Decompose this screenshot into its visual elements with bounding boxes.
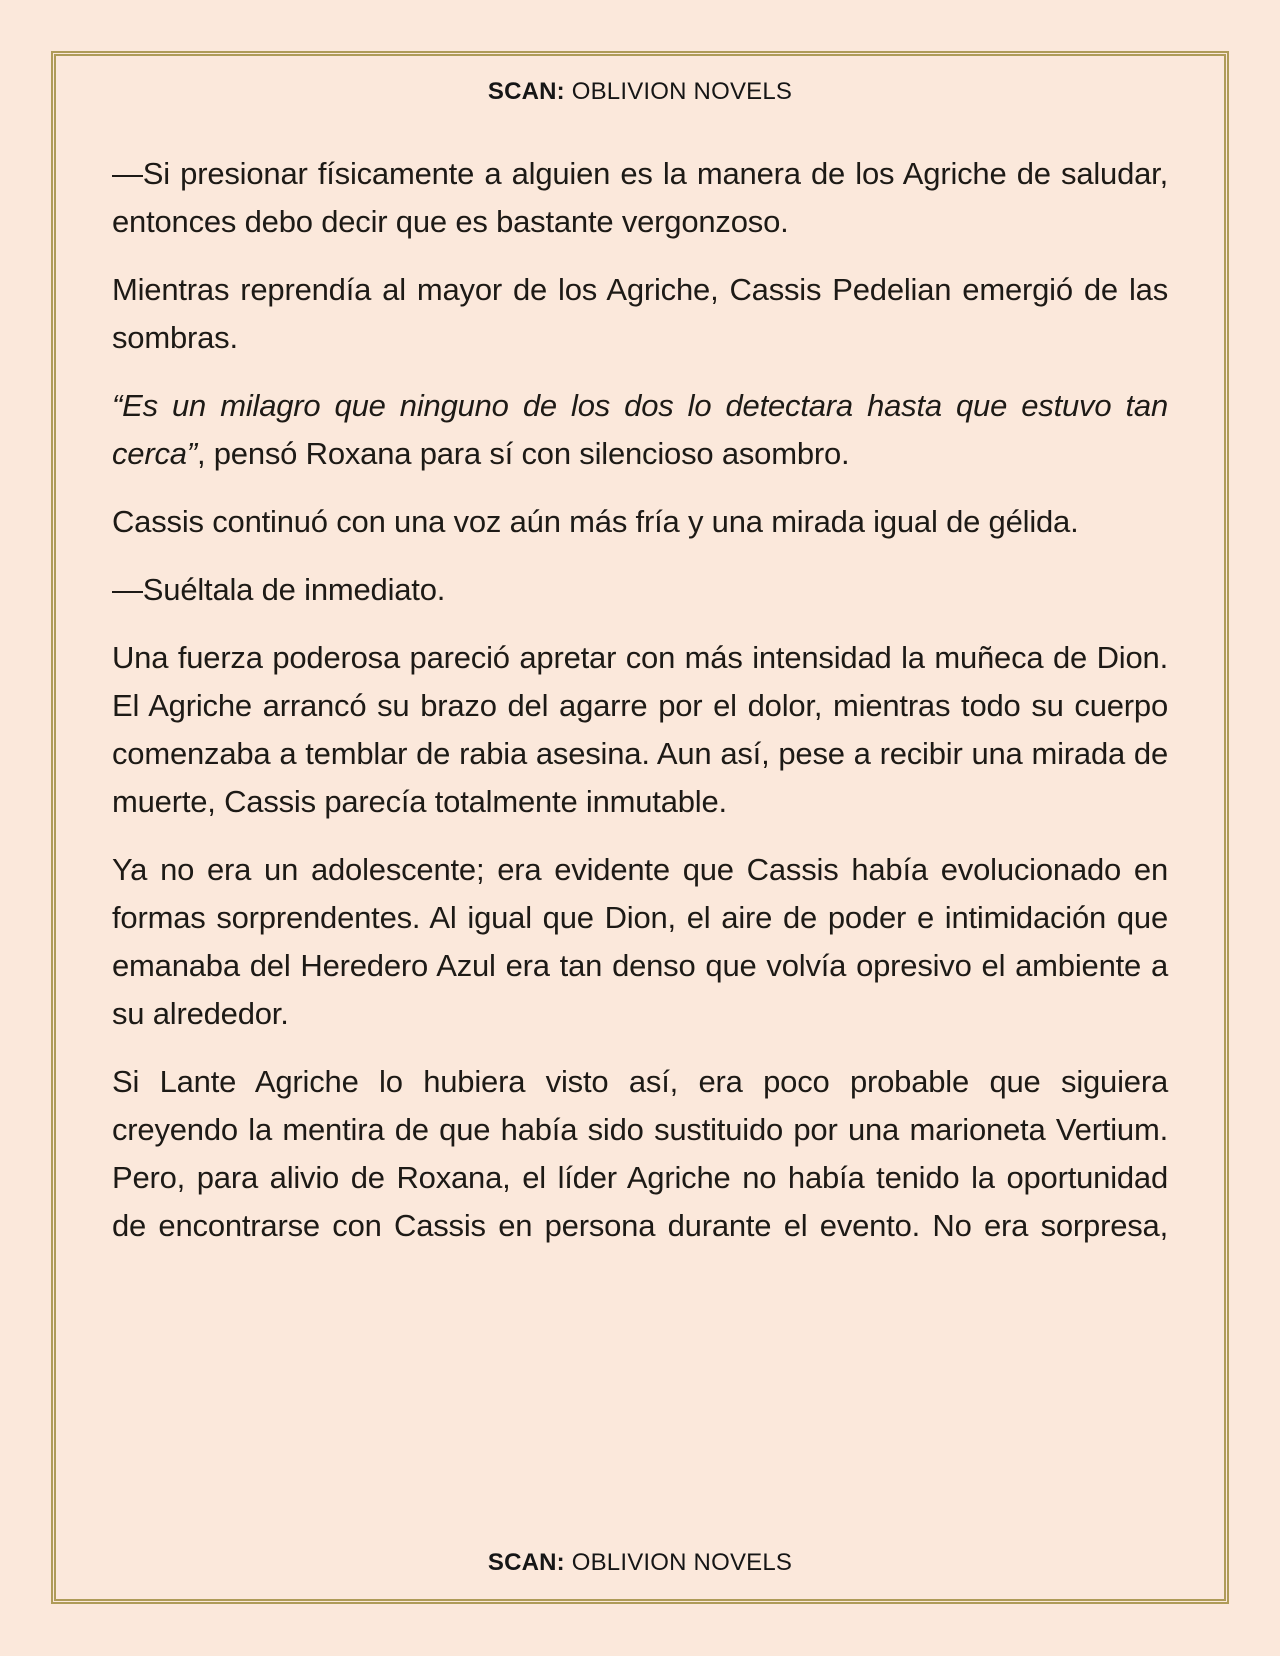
paragraph-6: Una fuerza poderosa pareció apretar con más intensidad la muñeca de Dion. El Agriche arrancó su brazo del agarre por el dolor, mientras todo su cuerpo comenzaba a temblar de rabia asesina. Aun así, pese a recibir una mirada de muerte, Cassis parecía totalmente inmutable. (112, 640, 1168, 819)
paragraph-1: —Si presionar físicamente a alguien es la manera de los Agriche de saludar, entonces debo decir que es bastante vergonzoso. (112, 156, 1168, 239)
paragraph-7: Ya no era un adolescente; era evidente que Cassis había evolucionado en formas sorprendentes. Al igual que Dion, el aire de poder e intimidación que emanaba del Heredero Azul era tan denso que volvía opresivo el ambiente a su alrededor. (112, 852, 1168, 1031)
paragraph-5: —Suéltala de inmediato. (112, 572, 446, 607)
paragraph-3-italic-quote: “Es un milagro que ninguno de los dos lo detectara hasta que estuvo tan cerca” (112, 388, 1168, 471)
paragraph-3-normal: , pensó Roxana para sí con silencioso asombro. (196, 436, 850, 471)
paragraph-3 (112, 382, 1168, 478)
paragraph-4: Cassis continuó con una voz aún más fría y una mirada igual de gélida. (112, 504, 1079, 539)
footer-scan-label: SCAN: (487, 1549, 565, 1576)
footer-scan-credit (56, 1548, 1224, 1578)
header-scan-label: SCAN: (487, 78, 565, 105)
header-scan-value: OBLIVION NOVELS (564, 78, 793, 105)
paragraph-2: Mientras reprendía al mayor de los Agriche, Cassis Pedelian emergió de las sombras. (112, 272, 1168, 355)
body-text (112, 150, 1168, 1250)
page-frame (51, 51, 1229, 1604)
footer-scan-value: OBLIVION NOVELS (564, 1549, 793, 1576)
paragraph-8: Si Lante Agriche lo hubiera visto así, era poco probable que siguiera creyendo la mentira de que había sido sustituido por una marioneta Vertium. Pero, para alivio de Roxana, el líder Agriche no había tenido la oportunidad de encontrarse con Cassis en persona durante el evento. No era sorpresa, (112, 1064, 1168, 1243)
header-scan-credit (56, 77, 1224, 107)
